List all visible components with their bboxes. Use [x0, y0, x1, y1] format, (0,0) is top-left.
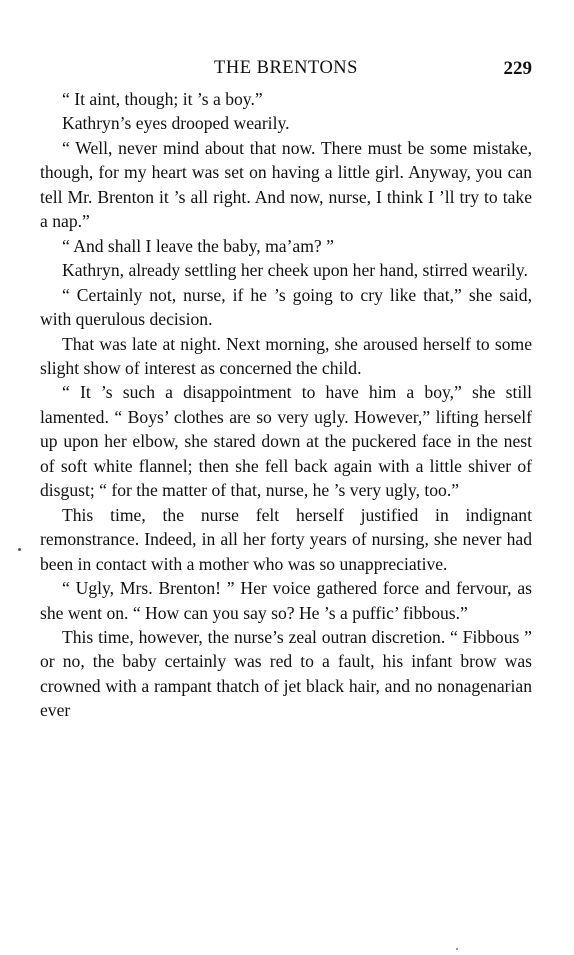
paragraph: “ It aint, though; it ’s a boy.” [62, 89, 263, 109]
stray-ink-mark [18, 548, 21, 551]
stray-ink-mark [456, 948, 458, 950]
paragraph: This time, however, the nurse’s zeal outran discretion. “ Fibbous ” or no, the baby certainly was red to a fault, his infant brow was crowned with a rampant thatch of jet black hair, and no nonagenarian ever [40, 626, 532, 721]
running-title: THE BRENTONS [214, 58, 358, 78]
body-text [40, 87, 532, 723]
running-header [40, 58, 532, 84]
paragraph: Kathryn’s eyes drooped wearily. [62, 113, 290, 134]
page-number: 229 [503, 58, 532, 79]
paragraph: “ And shall I leave the baby, ma’am? ” [62, 235, 334, 256]
paragraph: “ Ugly, Mrs. Brenton! ” Her voice gathered force and fervour, as she went on. “ How can you say so? He ’s a puffic’ fibbous.” [40, 578, 532, 623]
paragraph: “ Certainly not, nurse, if he ’s going to cry like that,” she said, with querulous decision. [40, 284, 532, 330]
paragraph: “ Well, never mind about that now. There must be some mistake, though, for my heart was set on having a little girl. Anyway, you can tell Mr. Brenton it ’s all right. And now, nurse, I think I ’ll try to take a nap.” [40, 137, 532, 232]
paragraph: “ It ’s such a disappointment to have him a boy,” she still lamented. “ Boys’ clothes are so very ugly. However,” lifting herself up upon her elbow, she stared down at the puckered face in the nest of soft white flannel; then she fell back again with a little shiver of disgust; “ for the matter of that, nurse, he ’s very ugly, too.” [40, 382, 532, 501]
paragraph: Kathryn, already settling her cheek upon her hand, stirred wearily. [62, 260, 528, 281]
paragraph: That was late at night. Next morning, she aroused herself to some slight show of interest as concerned the child. [40, 333, 532, 378]
paragraph: This time, the nurse felt herself justified in indignant remonstrance. Indeed, in all her forty years of nursing, she never had been in contact with a mother who was so unappreciative. [40, 504, 532, 574]
book-page [40, 58, 532, 723]
